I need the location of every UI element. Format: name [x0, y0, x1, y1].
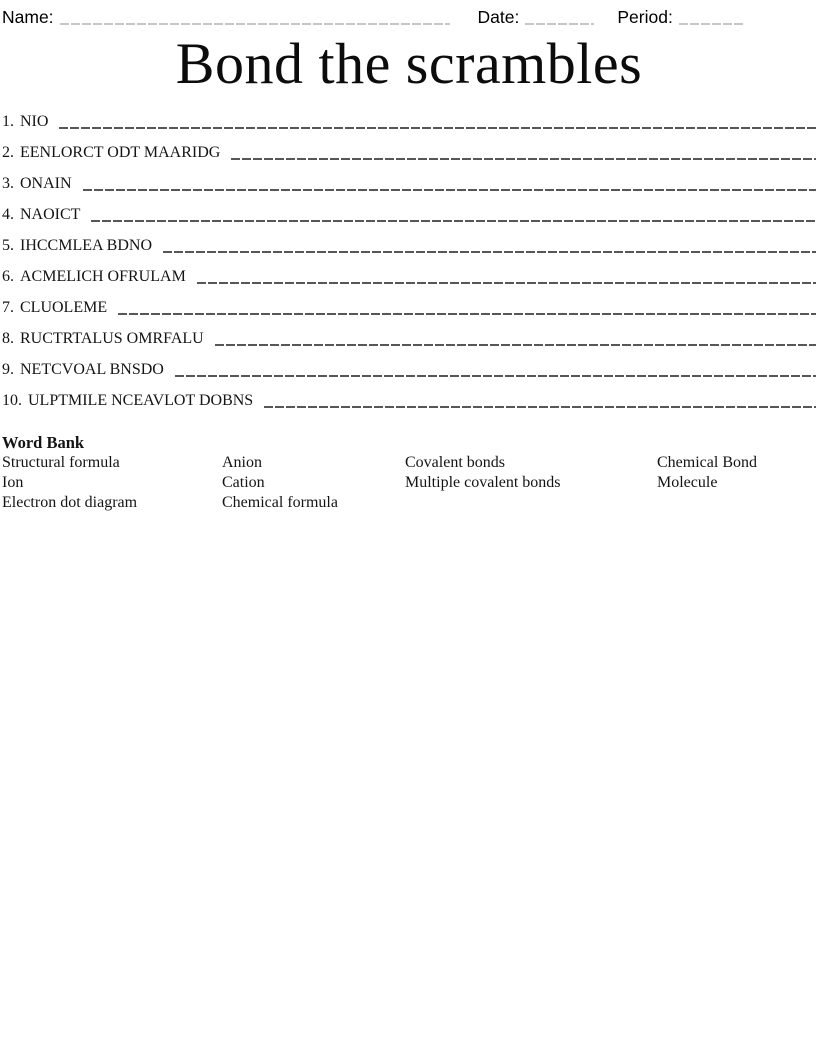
word-bank-entry: Covalent bonds: [405, 454, 505, 471]
scramble-item-word: CLUOLEME: [20, 299, 108, 316]
scramble-item-word: NAOICT: [20, 206, 81, 223]
scramble-item-number: 9.: [2, 361, 14, 378]
word-bank-entry: Chemical Bond: [657, 454, 757, 471]
scramble-item-text: [2, 298, 107, 317]
answer-blank-line: [91, 220, 816, 222]
answer-blank-line: [83, 189, 816, 191]
word-bank-entry: Electron dot diagram: [2, 494, 138, 511]
word-bank-entry: Cation: [222, 474, 265, 491]
scramble-item-text: [2, 205, 80, 224]
scramble-item-text: [2, 267, 186, 286]
scramble-item-number: 6.: [2, 268, 14, 285]
name-label: Name:: [2, 7, 54, 27]
scramble-item-number: 5.: [2, 237, 14, 254]
word-bank-grid: [2, 453, 816, 513]
answer-blank-line: [264, 406, 816, 408]
scramble-item-text: [2, 391, 253, 410]
scramble-item-text: [2, 143, 220, 162]
scramble-item-number: 3.: [2, 175, 14, 192]
scramble-item-number: 4.: [2, 206, 14, 223]
scramble-item-text: [2, 112, 48, 131]
word-bank-entry: Anion: [222, 454, 262, 471]
page-title: Bond the scrambles: [175, 31, 643, 96]
name-blank-line: [60, 23, 450, 25]
scramble-row: [2, 100, 816, 131]
scramble-item-word: EENLORCT ODT MAARIDG: [20, 144, 221, 161]
answer-blank-line: [215, 344, 816, 346]
answer-blank-line: [231, 158, 816, 160]
scramble-row: [2, 317, 816, 348]
scramble-item-word: RUCTRTALUS OMRFALU: [20, 330, 204, 347]
scramble-item-number: 2.: [2, 144, 14, 161]
scramble-row: [2, 379, 816, 410]
scramble-item-number: 7.: [2, 299, 14, 316]
word-bank-entry: Ion: [2, 474, 24, 491]
scramble-item-text: [2, 174, 72, 193]
word-bank-section: [2, 432, 816, 513]
answer-blank-line: [59, 127, 816, 129]
scramble-row: [2, 193, 816, 224]
scramble-item-text: [2, 329, 204, 348]
date-label: Date:: [477, 7, 520, 27]
scramble-row: [2, 348, 816, 379]
scramble-item-word: ONAIN: [20, 175, 72, 192]
word-bank-entry: Molecule: [657, 474, 718, 491]
period-blank-line: [679, 23, 745, 25]
scramble-item-word: ULPTMILE NCEAVLOT DOBNS: [28, 392, 254, 409]
scramble-item-word: IHCCMLEA BDNO: [20, 237, 153, 254]
word-bank-entry: Chemical formula: [222, 494, 338, 511]
answer-blank-line: [118, 313, 816, 315]
scramble-item-number: 1.: [2, 113, 14, 130]
scramble-row: [2, 255, 816, 286]
scramble-item-text: [2, 360, 164, 379]
answer-blank-line: [197, 282, 816, 284]
word-bank-entry: [405, 493, 657, 513]
answer-blank-line: [163, 251, 816, 253]
word-bank-entry: [657, 493, 816, 513]
scramble-item-word: NIO: [20, 113, 49, 130]
word-bank-entry: Structural formula: [2, 454, 120, 471]
scramble-row: [2, 224, 816, 255]
word-bank-heading: Word Bank: [2, 433, 85, 452]
scramble-list: [2, 100, 816, 410]
scramble-item-word: ACMELICH OFRULAM: [20, 268, 186, 285]
period-label: Period:: [617, 7, 673, 27]
scramble-row: [2, 131, 816, 162]
scramble-row: [2, 162, 816, 193]
scramble-item-number: 8.: [2, 330, 14, 347]
scramble-item-number: 10.: [2, 392, 22, 409]
scramble-row: [2, 286, 816, 317]
date-blank-line: [525, 23, 594, 25]
word-bank-entry: Multiple covalent bonds: [405, 474, 561, 491]
scramble-item-text: [2, 236, 152, 255]
scramble-item-word: NETCVOAL BNSDO: [20, 361, 164, 378]
answer-blank-line: [175, 375, 816, 377]
worksheet-header: [2, 4, 816, 28]
